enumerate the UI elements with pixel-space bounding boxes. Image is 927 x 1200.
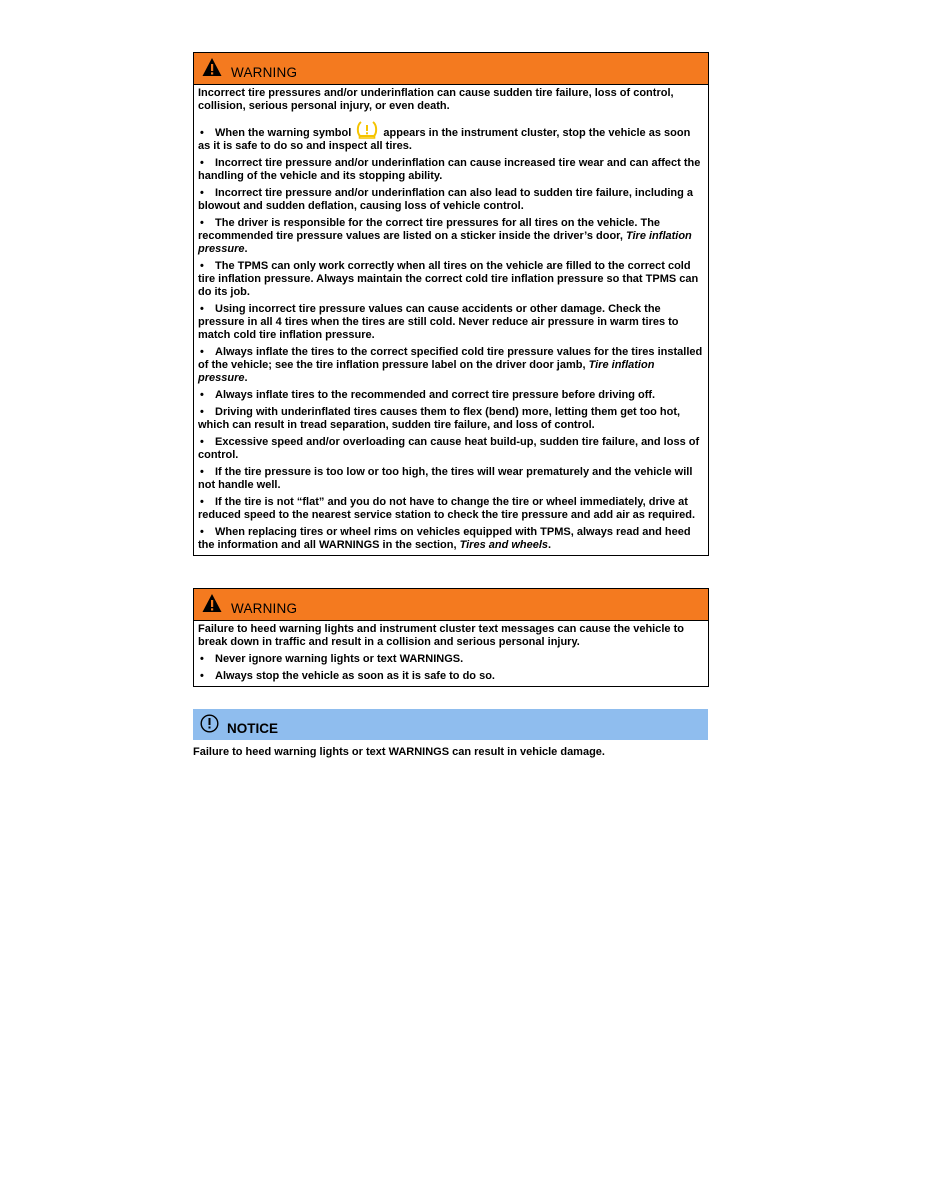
list-item-text: Always inflate the tires to the correct specified cold tire pressure values for the tires installed of the vehicle; see the tire inflation pressure label on the driver door jamb, [198, 346, 703, 371]
list-item-text: When the warning symbol [215, 127, 352, 139]
list-item-text: If the tire pressure is too low or too high, the tires will wear prematurely and the vehicle will not handle well. [198, 466, 693, 491]
tpms-warning-icon [355, 121, 379, 139]
bullet: • [200, 389, 204, 401]
list-item [198, 436, 705, 462]
list-item [198, 346, 705, 385]
notice-exclamation-icon [200, 714, 219, 733]
punctuation: . [548, 539, 552, 551]
list-item [198, 121, 705, 153]
list-item [198, 217, 705, 256]
list-item [198, 187, 705, 213]
list-item-text: Always stop the vehicle as soon as it is safe to do so. [215, 670, 495, 682]
warning-header [194, 589, 708, 621]
warning-list [198, 121, 705, 552]
warning-box-tire-pressure [193, 52, 709, 556]
bullet: • [200, 157, 204, 169]
warning-triangle-icon [202, 57, 222, 77]
list-item-text: Incorrect tire pressure and/or underinflation can cause increased tire wear and can affect the handling of the vehicle and its stopping ability. [198, 157, 701, 182]
warning-triangle-icon [202, 593, 222, 613]
bullet: • [200, 466, 204, 478]
punctuation: . [244, 243, 248, 255]
warning-body [194, 621, 708, 686]
cross-reference: Tires and wheels [459, 539, 549, 551]
bullet: • [200, 496, 204, 508]
bullet: • [200, 346, 204, 358]
warning-box-warning-lights [193, 588, 709, 687]
bullet: • [200, 653, 204, 665]
warning-list [198, 653, 705, 683]
punctuation: . [244, 372, 248, 384]
warning-intro: Incorrect tire pressures and/or underinflation can cause sudden tire failure, loss of control, collision, serious personal injury, or even death. [198, 87, 674, 112]
bullet: • [200, 217, 204, 229]
list-item [198, 406, 705, 432]
warning-title: WARNING [231, 65, 298, 80]
list-item [198, 260, 705, 299]
cross-reference: Tire inflation pressure [198, 359, 655, 384]
bullet: • [200, 187, 204, 199]
warning-intro: Failure to heed warning lights and instrument cluster text messages can cause the vehicle to break down in traffic and result in a collision and serious personal injury. [198, 623, 684, 648]
list-item [198, 157, 705, 183]
list-item-text: Using incorrect tire pressure values can cause accidents or other damage. Check the pressure in all 4 tires when the tires are still cold. Never reduce air pressure in warm tires to match cold tire inflation pressure. [198, 303, 679, 341]
list-item-text: The TPMS can only work correctly when all tires on the vehicle are filled to the correct cold tire inflation pressure. Always maintain the correct cold tire inflation pressure so that TPMS can do its job. [198, 260, 699, 298]
warning-body [194, 85, 708, 555]
bullet: • [200, 670, 204, 682]
bullet: • [200, 436, 204, 448]
warning-title: WARNING [231, 601, 298, 616]
bullet: • [200, 127, 204, 139]
list-item-text: Driving with underinflated tires causes them to flex (bend) more, letting them get too hot, which can result in tread separation, sudden tire failure, and loss of control. [198, 406, 681, 431]
cross-reference: Tire inflation pressure [198, 230, 692, 255]
bullet: • [200, 260, 204, 272]
notice-title: NOTICE [227, 721, 279, 736]
notice-header [193, 709, 708, 740]
bullet: • [200, 406, 204, 418]
list-item-text: Never ignore warning lights or text WARNINGS. [215, 653, 464, 665]
list-item-text: Always inflate tires to the recommended and correct tire pressure before driving off. [215, 389, 656, 401]
list-item [198, 670, 705, 683]
list-item-text: Incorrect tire pressure and/or underinflation can also lead to sudden tire failure, including a blowout and sudden deflation, causing loss of vehicle control. [198, 187, 693, 212]
list-item [198, 303, 705, 342]
list-item [198, 496, 705, 522]
bullet: • [200, 303, 204, 315]
list-item-text: When replacing tires or wheel rims on vehicles equipped with TPMS, always read and heed the information and all WARNINGS in the section, [198, 526, 691, 551]
list-item-text: appears in the instrument cluster, stop the vehicle as soon as it is safe to do so and inspect all tires. [198, 127, 691, 152]
list-item-text: Excessive speed and/or overloading can cause heat build-up, sudden tire failure, and loss of control. [198, 436, 700, 461]
list-item [198, 653, 705, 666]
list-item-text: If the tire is not “flat” and you do not have to change the tire or wheel immediately, drive at reduced speed to the nearest service station to check the tire pressure and add air as required. [198, 496, 696, 521]
list-item [198, 466, 705, 492]
notice-text: Failure to heed warning lights or text WARNINGS can result in vehicle damage. [193, 746, 605, 758]
list-item [198, 526, 705, 552]
bullet: • [200, 526, 204, 538]
list-item-text: The driver is responsible for the correct tire pressures for all tires on the vehicle. The recommended tire pressure values are listed on a sticker inside the driver’s door, [198, 217, 661, 242]
warning-header [194, 53, 708, 85]
list-item [198, 389, 705, 402]
